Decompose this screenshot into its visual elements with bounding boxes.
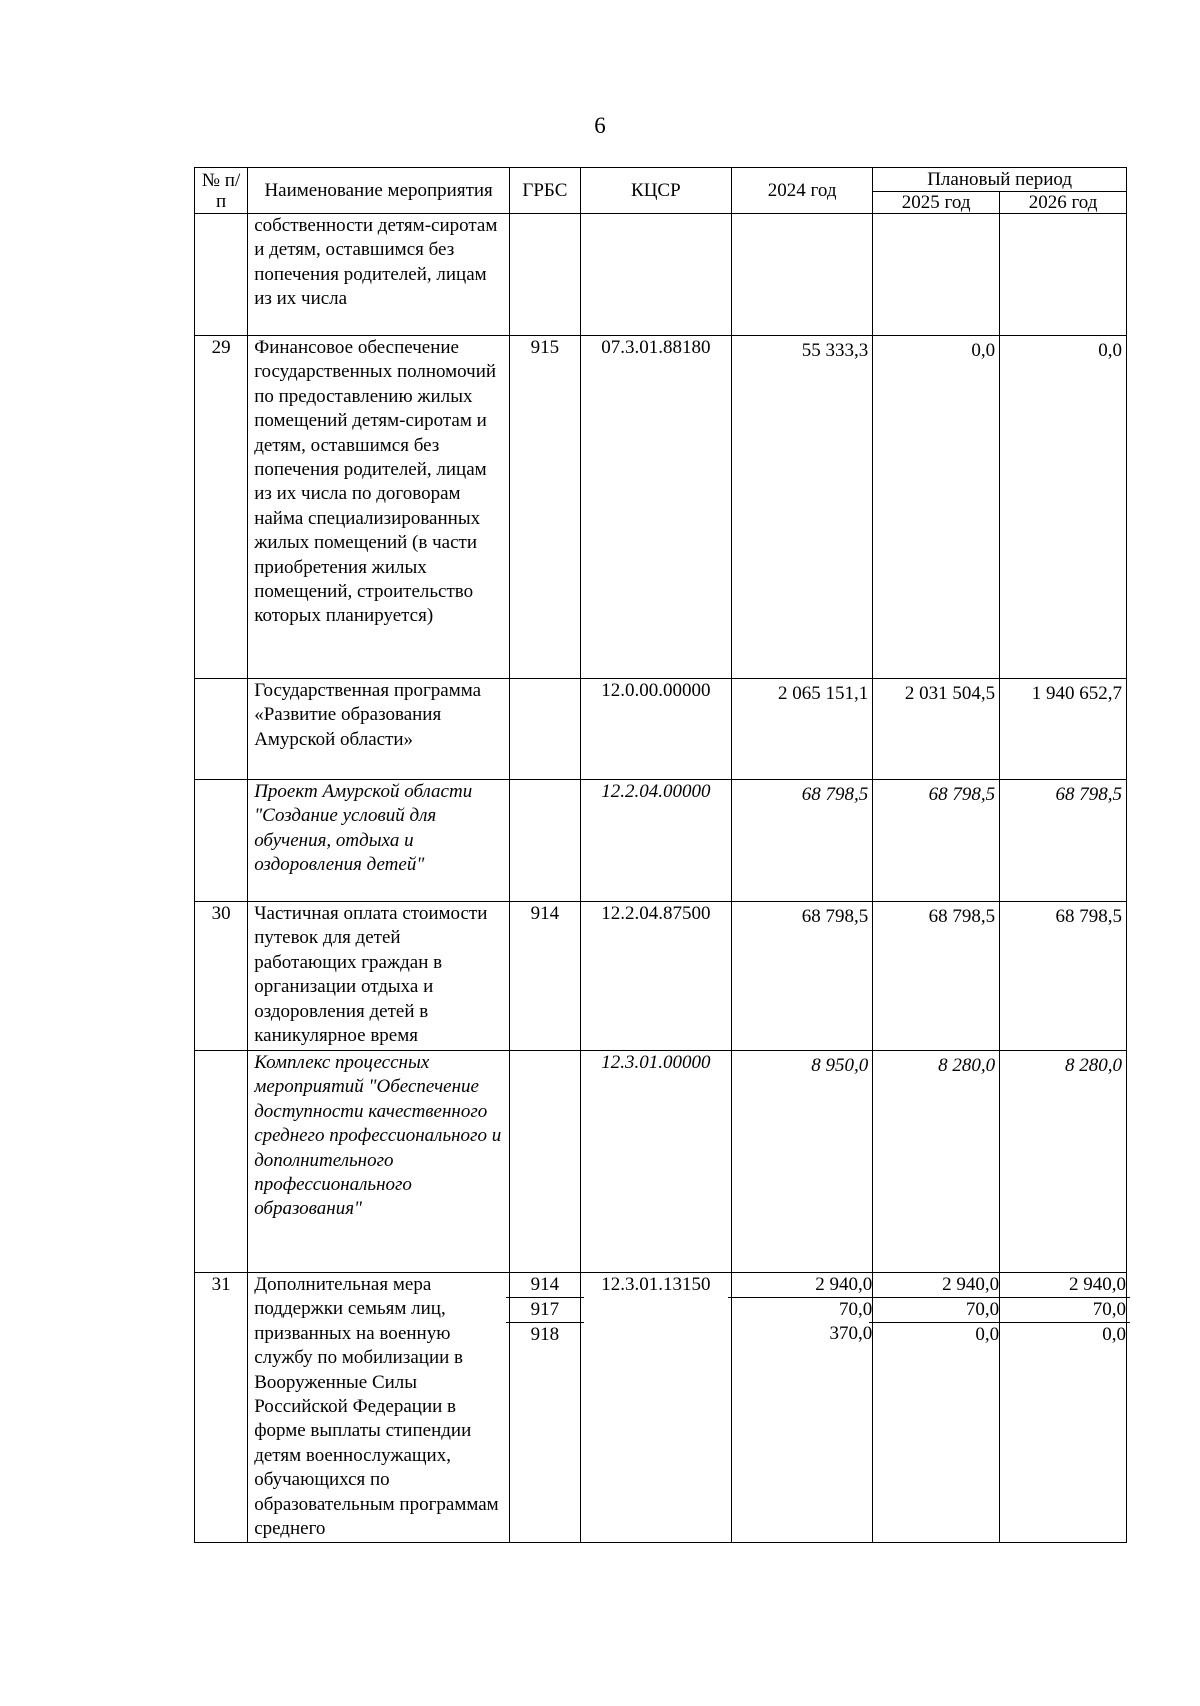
row-2024: 68 798,5 xyxy=(732,780,873,902)
row-num xyxy=(195,780,248,902)
table-row xyxy=(195,336,1127,679)
row-kcsr: 12.0.00.00000 xyxy=(580,679,731,780)
row-2026: 1 940 652,7 xyxy=(1000,679,1127,780)
row-2026 xyxy=(1000,1273,1127,1543)
header-planned-period: Плановый период xyxy=(873,168,1127,192)
row-2024: 2 065 151,1 xyxy=(732,679,873,780)
row-num xyxy=(195,679,248,780)
value-cell: 370,0 xyxy=(829,1323,873,1344)
table-row-complex xyxy=(195,1051,1127,1273)
row-2024 xyxy=(732,1273,873,1543)
row-2025: 0,0 xyxy=(873,336,1000,679)
row-2026: 8 280,0 xyxy=(1000,1051,1127,1273)
value-cell: 2 940,0 xyxy=(942,1274,1000,1295)
row-grbs: 914 xyxy=(510,902,581,1051)
row-kcsr xyxy=(580,214,731,336)
grbs-value: 918 xyxy=(506,1322,584,1347)
grbs-value: 914 xyxy=(530,1274,560,1295)
row-grbs: 915 xyxy=(510,336,581,679)
value-cell: 2 940,0 xyxy=(1069,1274,1126,1295)
row-name: Проект Амурской области "Создание условий для обучения, отдыха и оздоровления детей" xyxy=(248,780,510,902)
header-kcsr: КЦСР xyxy=(580,168,731,214)
row-grbs xyxy=(510,1273,581,1543)
grbs-value: 917 xyxy=(506,1297,584,1322)
value-cell: 70,0 xyxy=(869,1297,1003,1322)
row-num: 31 xyxy=(195,1273,248,1543)
table-row xyxy=(195,902,1127,1051)
row-name: Финансовое обеспечение государственных полномочий по предоставлению жилых помещений детям-сиротам и детям, оставшимся без попечения родителей, лицам из их числа по договорам найма специализированных жилых помещений (в части приобретения жилых помещений, строительство которых планируется) xyxy=(248,336,510,679)
row-2026 xyxy=(1000,214,1127,336)
row-name: Государственная программа «Развитие образования Амурской области» xyxy=(248,679,510,780)
value-cell: 70,0 xyxy=(996,1297,1130,1322)
page-number: 6 xyxy=(594,113,606,138)
row-2024: 55 333,3 xyxy=(732,336,873,679)
table-row xyxy=(195,1273,1127,1543)
value-cell: 0,0 xyxy=(996,1322,1130,1347)
row-num xyxy=(195,214,248,336)
row-kcsr: 12.2.04.87500 xyxy=(580,902,731,1051)
row-2025 xyxy=(873,1273,1000,1543)
row-2025: 68 798,5 xyxy=(873,902,1000,1051)
table-row-program xyxy=(195,679,1127,780)
row-grbs xyxy=(510,679,581,780)
row-2024 xyxy=(732,214,873,336)
value-cell: 2 940,0 xyxy=(815,1274,873,1295)
row-name: Комплекс процессных мероприятий "Обеспечение доступности качественного среднего профессионального и дополнительного профессионального образования" xyxy=(248,1051,510,1273)
row-name: собственности детям-сиротам и детям, оставшимся без попечения родителей, лицам из их числа xyxy=(248,214,510,336)
table-row xyxy=(195,214,1127,336)
row-num: 29 xyxy=(195,336,248,679)
value-cell: 0,0 xyxy=(869,1322,1003,1347)
row-2025 xyxy=(873,214,1000,336)
table-row-project xyxy=(195,780,1127,902)
row-2026: 0,0 xyxy=(1000,336,1127,679)
row-2025: 2 031 504,5 xyxy=(873,679,1000,780)
header-grbs: ГРБС xyxy=(510,168,581,214)
row-num: 30 xyxy=(195,902,248,1051)
value-cell: 70,0 xyxy=(728,1297,876,1322)
row-num xyxy=(195,1051,248,1273)
row-kcsr: 07.3.01.88180 xyxy=(580,336,731,679)
header-name: Наименование мероприятия xyxy=(248,168,510,214)
row-2025: 8 280,0 xyxy=(873,1051,1000,1273)
row-kcsr: 12.3.01.00000 xyxy=(580,1051,731,1273)
row-kcsr: 12.3.01.13150 xyxy=(580,1273,731,1543)
row-name: Дополнительная мера поддержки семьям лиц, призванных на военную службу по мобилизации в Вооруженные Силы Российской Федерации в форме выплаты стипендии детям военнослужащих, обучающихся по образовательным программам среднего xyxy=(248,1273,510,1543)
header-num: № п/п xyxy=(195,168,248,214)
row-grbs xyxy=(510,780,581,902)
row-2024: 68 798,5 xyxy=(732,902,873,1051)
header-2026: 2026 год xyxy=(1000,192,1127,214)
row-grbs xyxy=(510,214,581,336)
table-header xyxy=(195,168,1127,214)
row-2025: 68 798,5 xyxy=(873,780,1000,902)
row-grbs xyxy=(510,1051,581,1273)
row-2026: 68 798,5 xyxy=(1000,780,1127,902)
row-2024: 8 950,0 xyxy=(732,1051,873,1273)
budget-table xyxy=(194,167,1127,1543)
header-2025: 2025 год xyxy=(873,192,1000,214)
row-name: Частичная оплата стоимости путевок для детей работающих граждан в организации отдыха и оздоровления детей в каникулярное время xyxy=(248,902,510,1051)
header-2024: 2024 год xyxy=(732,168,873,214)
row-kcsr: 12.2.04.00000 xyxy=(580,780,731,902)
row-2026: 68 798,5 xyxy=(1000,902,1127,1051)
